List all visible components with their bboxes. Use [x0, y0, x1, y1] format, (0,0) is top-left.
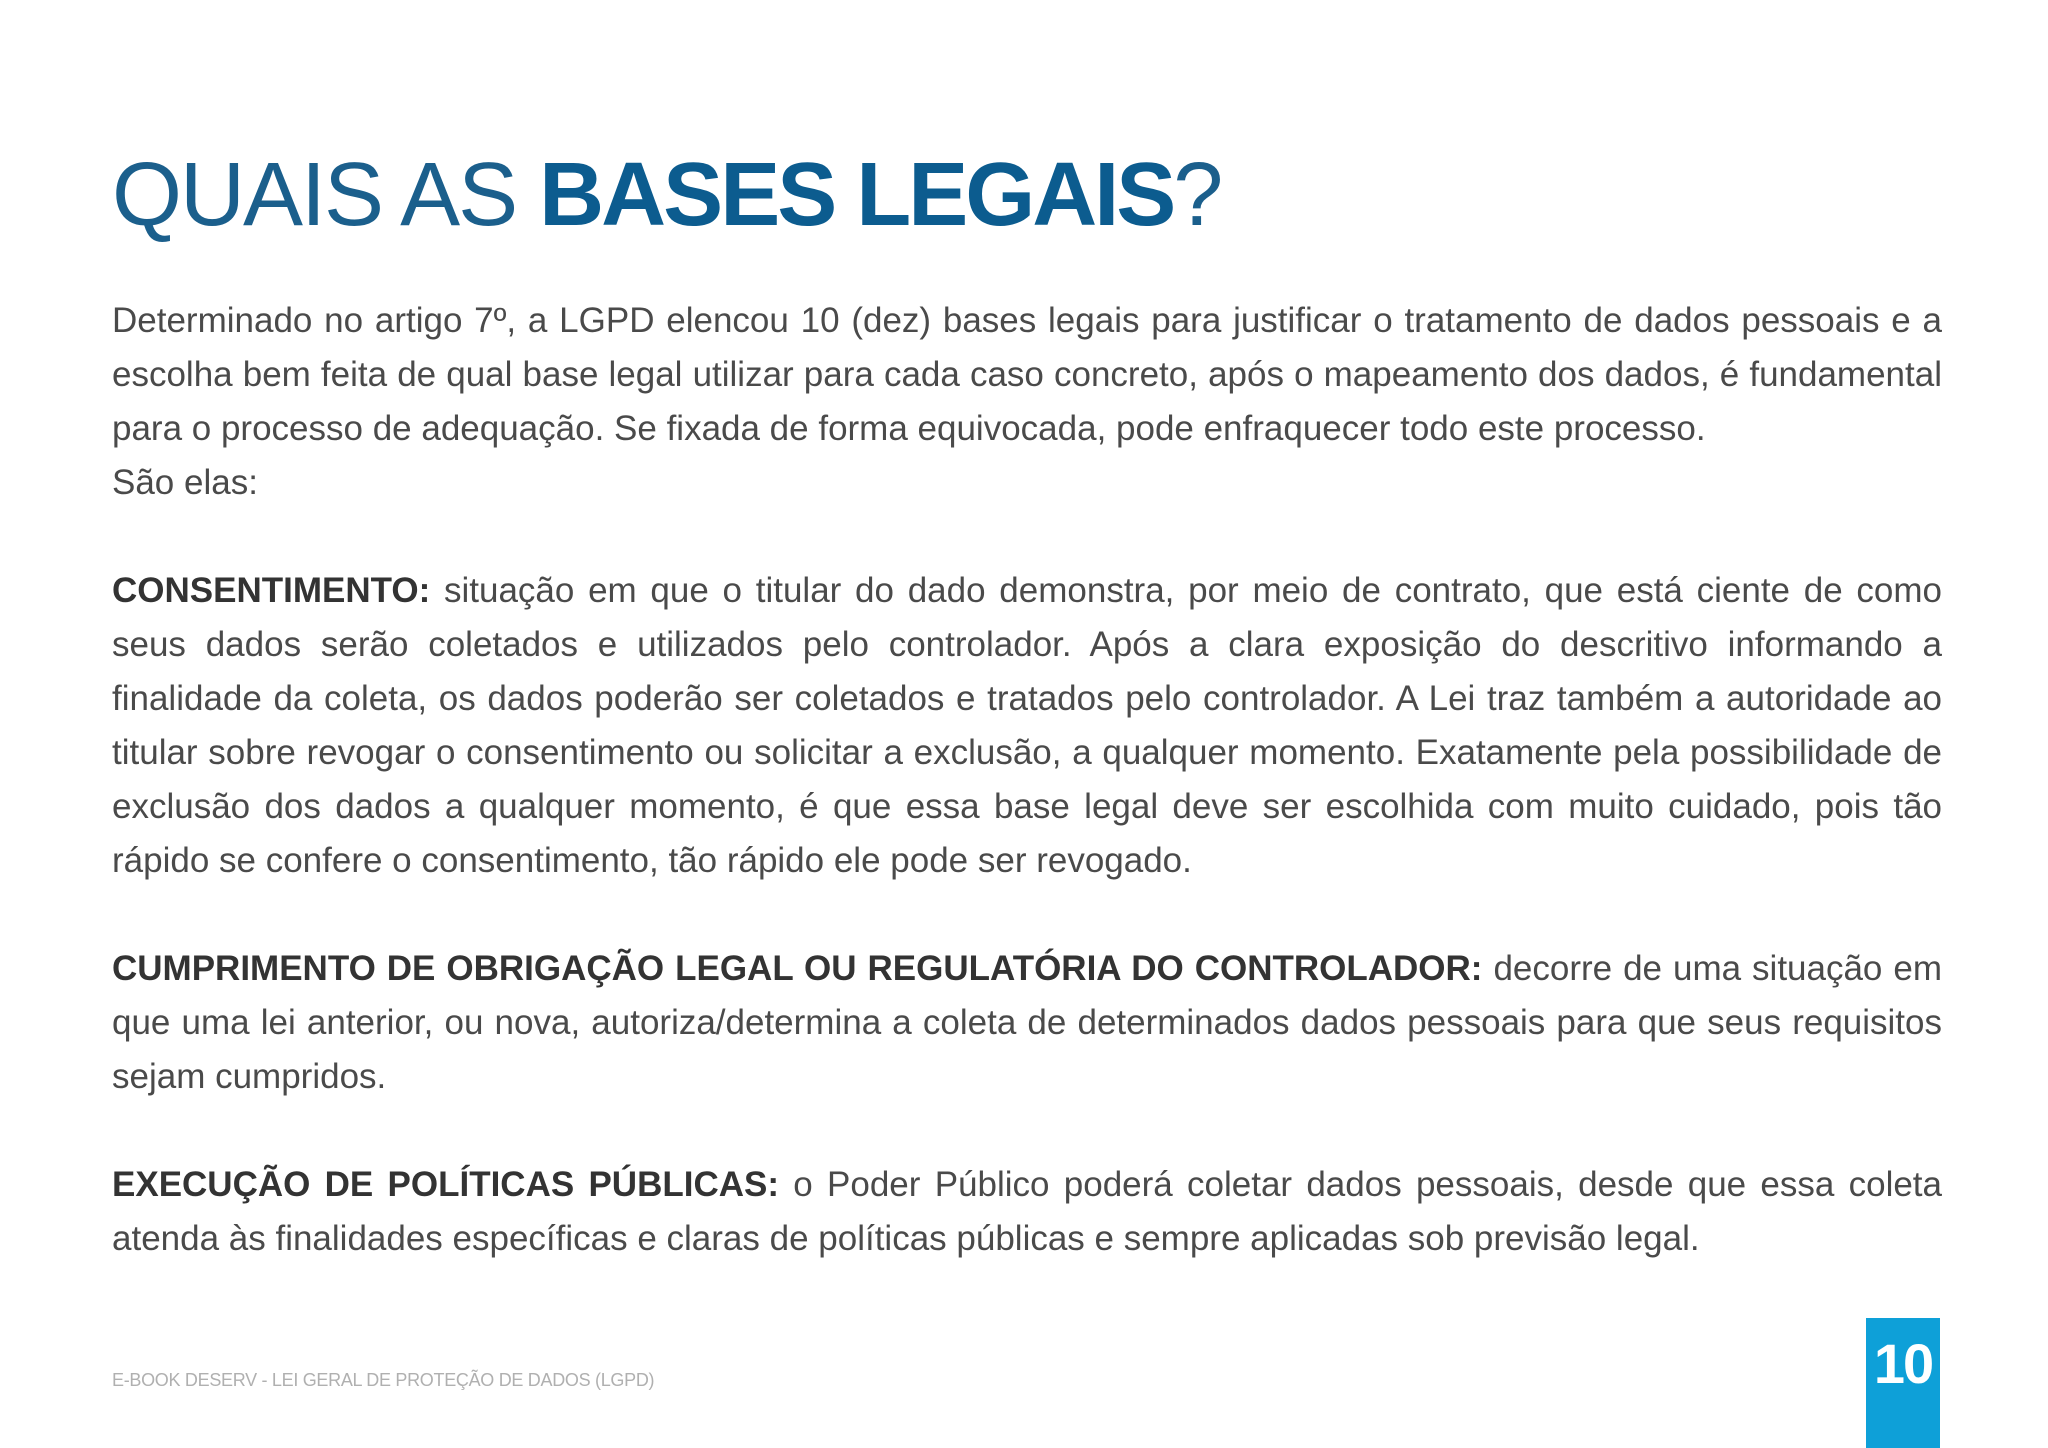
- intro-paragraph: Determinado no artigo 7º, a LGPD elencou 10 (dez) bases legais para justificar o tratamento de dados pessoais e a escolha bem feita de qual base legal utilizar para cada caso concreto, após o mapeamento dos dados, é fundamental para o processo de adequação. Se fixada de forma equivocada, pode enfraquecer todo este processo.: [112, 301, 1942, 448]
- footer-caption: E-BOOK DESERV - LEI GERAL DE PROTEÇÃO DE DADOS (LGPD): [112, 1370, 655, 1390]
- page-title: [112, 140, 1221, 250]
- intro-lead-in: São elas:: [112, 463, 258, 502]
- section-heading: CUMPRIMENTO DE OBRIGAÇÃO LEGAL OU REGULATÓRIA DO CONTROLADOR:: [112, 949, 1483, 988]
- section-text: o Poder Público poderá coletar dados pessoais, desde que essa coleta atenda às finalidades específicas e claras de políticas públicas e sempre aplicadas sob previsão legal.: [112, 1165, 1942, 1258]
- section-consentimento: [112, 564, 1942, 888]
- body-text: [112, 294, 1942, 1266]
- section-heading: EXECUÇÃO DE POLÍTICAS PÚBLICAS:: [112, 1165, 780, 1204]
- section-obrigacao-legal: [112, 942, 1942, 1104]
- section-heading: CONSENTIMENTO:: [112, 571, 431, 610]
- paragraph-spacer: [112, 888, 1942, 942]
- page-title-light: QUAIS AS: [112, 145, 540, 245]
- section-text: decorre de uma situação em que uma lei anterior, ou nova, autoriza/determina a coleta de determinados dados pessoais para que seus requisitos sejam cumpridos.: [112, 949, 1942, 1096]
- page-title-bold: BASES LEGAIS: [539, 145, 1174, 245]
- paragraph-spacer: [112, 1104, 1942, 1158]
- section-politicas-publicas: [112, 1158, 1942, 1266]
- page-number-badge: 10: [1866, 1318, 1940, 1448]
- section-text: situação em que o titular do dado demonstra, por meio de contrato, que está ciente de como seus dados serão coletados e utilizados pelo controlador. Após a clara exposição do descritivo informando a finalidade da coleta, os dados poderão ser coletados e tratados pelo controlador. A Lei traz também a autoridade ao titular sobre revogar o consentimento ou solicitar a exclusão, a qualquer momento. Exatamente pela possibilidade de exclusão dos dados a qualquer momento, é que essa base legal deve ser escolhida com muito cuidado, pois tão rápido se confere o consentimento, tão rápido ele pode ser revogado.: [112, 571, 1942, 880]
- paragraph-spacer: [112, 510, 1942, 564]
- page-title-suffix: ?: [1173, 145, 1222, 245]
